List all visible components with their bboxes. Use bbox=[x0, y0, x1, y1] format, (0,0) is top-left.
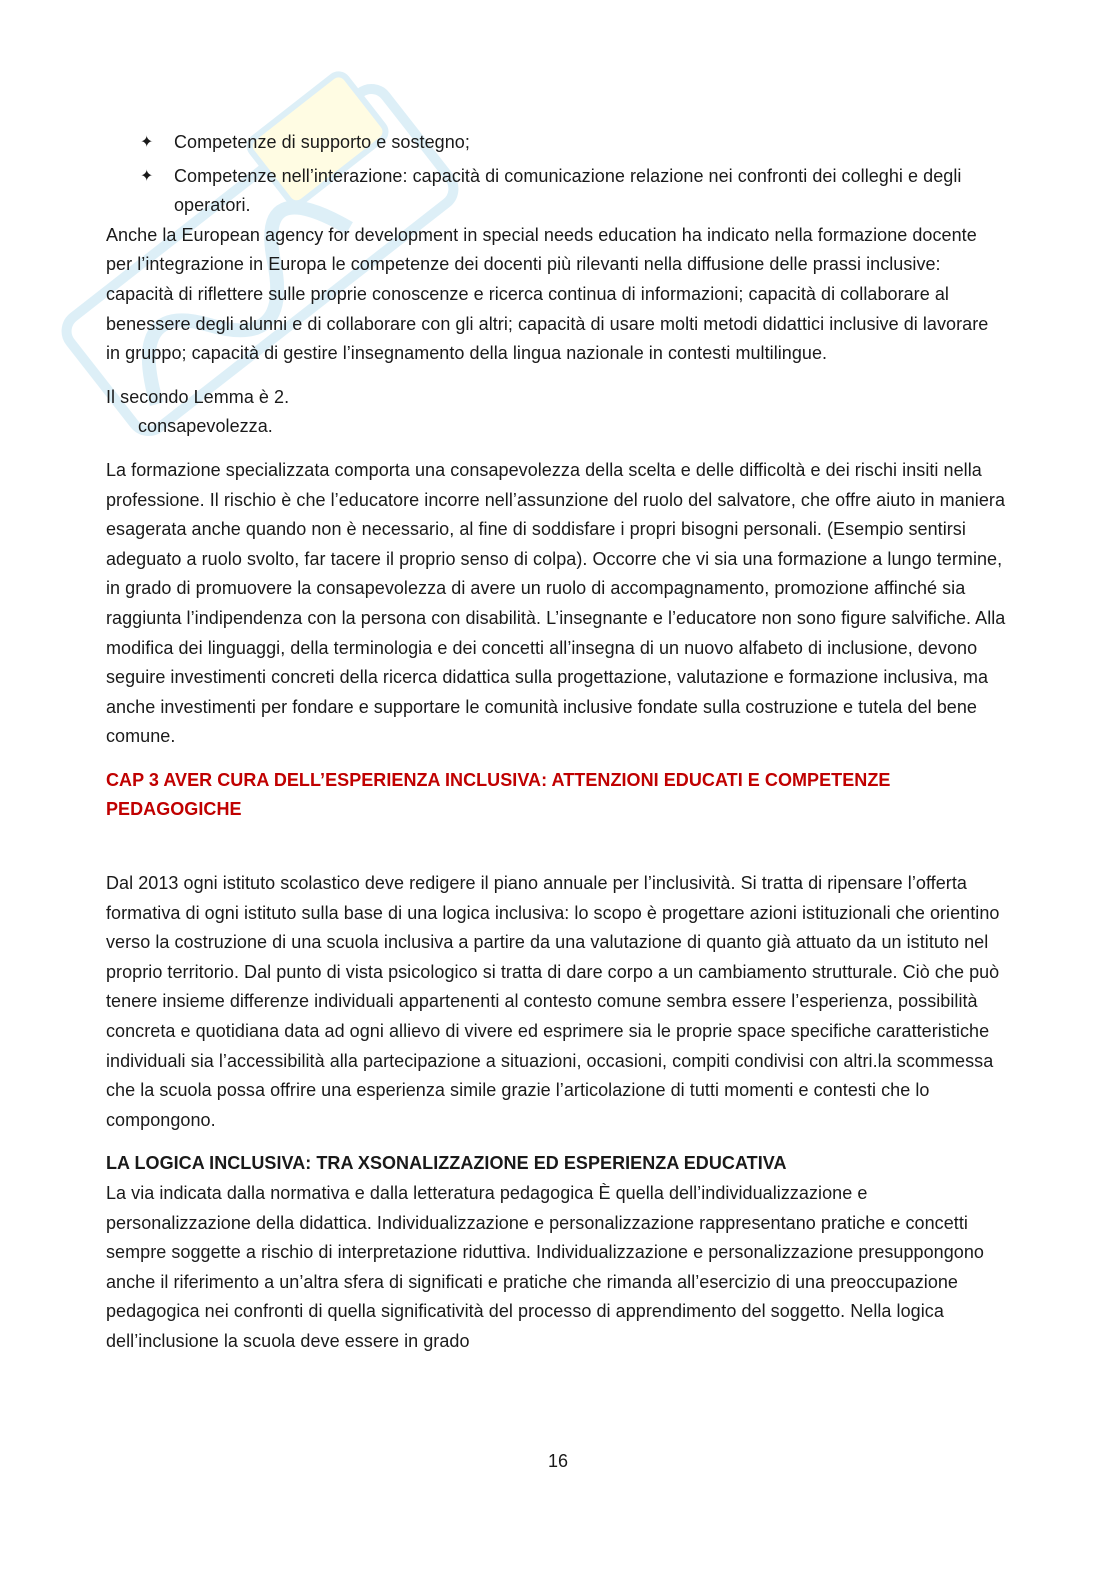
paragraph-european-agency: Anche la European agency for development in special needs education ha indicato nella formazione docente per l’integrazione in Europa le competenze dei docenti più rilevanti nella diffusione delle prassi inclusive: capacità di riflettere sulle proprie conoscenze e ricerca continua di informazioni; capacità di collaborare al benessere degli alunni e di collaborare con gli altri; capacità di usare molti metodi didattici inclusive di lavorare in gruppo; capacità di gestire l’insegnamento della lingua nazionale in contesti multilingue. bbox=[106, 224, 989, 364]
chapter-heading: CAP 3 AVER CURA DELL’ESPERIENZA INCLUSIVA: ATTENZIONI EDUCATI E COMPETENZE PEDAGOGICHE bbox=[106, 769, 891, 820]
document-page bbox=[106, 128, 1006, 1357]
paragraph-formazione: La formazione specializzata comporta una consapevolezza della scelta e delle difficoltà e dei rischi insiti nella professione. Il rischio è che l’educatore incorre nell’assunzione del ruolo del salvatore, che offre aiuto in maniera esagerata anche quando non è necessario, al fine di soddisfare i propri bisogni personali. (Esempio sentirsi adeguato a ruolo svolto, far tacere il proprio senso di colpa). Occorre che vi sia una formazione a lungo termine, in grado di promuovere la consapevolezza di avere un ruolo di accompagnamento, promozione affinché sia raggiunta l’indipendenza con la persona con disabilità. L’insegnante e l’educatore non sono figure salvifiche. Alla modifica dei linguaggi, della terminologia e dei concetti all’insegna di un nuovo alfabeto di inclusione, devono seguire investimenti concreti della ricerca didattica sulla progettazione, valutazione e formazione inclusiva, ma anche investimenti per fondare e supportare le comunità inclusive fondate sulla costruzione e tutela del bene comune. bbox=[106, 459, 1006, 747]
bullet-item bbox=[106, 162, 1006, 221]
lemma-word: consapevolezza. bbox=[138, 416, 273, 437]
bullet-item bbox=[106, 128, 1006, 158]
star-bullet-icon: ✦ bbox=[140, 167, 154, 185]
bullet-text: Competenze di supporto e sostegno; bbox=[174, 132, 470, 152]
paragraph-logica-inclusiva: La via indicata dalla normativa e dalla letteratura pedagogica È quella dell’individualizzazione e personalizzazione della didattica. Individualizzazione e personalizzazione rappresentano pratiche e concetti sempre soggette a rischio di interpretazione riduttiva. Individualizzazione e personalizzazione presuppongono anche il riferimento a un’altra sfera di significati e pratiche che rimanda all’esercizio di una preoccupazione pedagogica nei confronti di quella significatività del processo di apprendimento del soggetto. Nella logica dell’inclusione la scuola deve essere in grado bbox=[106, 1183, 984, 1351]
page-number: 16 bbox=[547, 1451, 569, 1471]
lemma-line: Il secondo Lemma è 2. bbox=[106, 386, 290, 407]
star-bullet-icon: ✦ bbox=[140, 134, 154, 151]
bullet-text: Competenze nell’interazione: capacità di comunicazione relazione nei confronti dei colleghi e degli operatori. bbox=[174, 165, 962, 216]
paragraph-2013: Dal 2013 ogni istituto scolastico deve redigere il piano annuale per l’inclusività. Si tratta di ripensare l’offerta formativa di ogni istituto sulla base di una logica inclusiva: lo scopo è progettare azioni istituzionali che orientino verso la costruzione di una scuola inclusiva a partire da una valutazione di quanto già attuato da un istituto nel proprio territorio. Dal punto di vista psicologico si tratta di dare corpo a un cambiamento strutturale. Ciò che può tenere insieme differenze individuali appartenenti al contesto comune sembra essere l’esperienza, possibilità concreta e quotidiana data ad ogni allievo di vivere ed esprimere sia le proprie space specifiche caratteristiche individuali sia l’accessibilità alla partecipazione a situazioni, occasioni, compiti condivisi con altri.la scommessa che la scuola possa offrire una esperienza simile grazie l’articolazione di tutti momenti e contesti che lo compongono. bbox=[106, 873, 1000, 1130]
section-heading: LA LOGICA INCLUSIVA: TRA XSONALIZZAZIONE ED ESPERIENZA EDUCATIVA bbox=[106, 1153, 787, 1174]
